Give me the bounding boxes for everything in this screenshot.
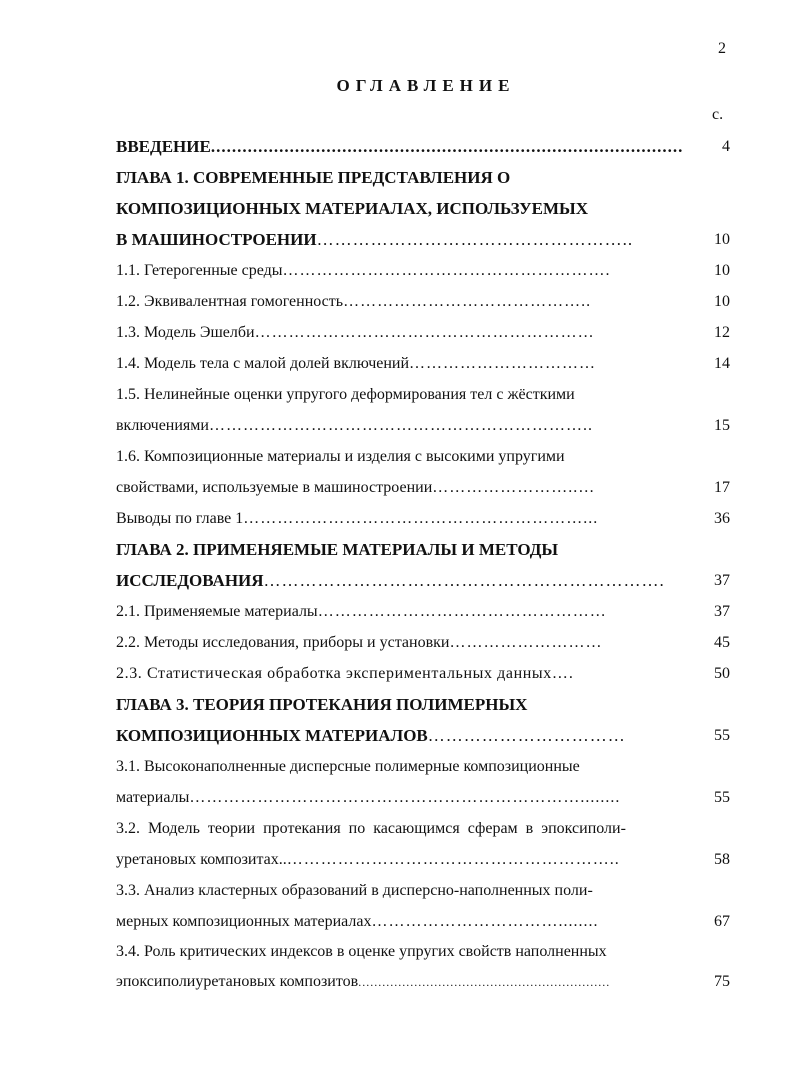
entry-page: 15 <box>714 417 730 434</box>
page-column-label: с. <box>712 106 724 123</box>
leader-dots: …………………………………………….. <box>316 230 634 249</box>
entry-text: 2.3. Статистическая обработка экспериментальных данных <box>116 665 552 682</box>
page-title: ОГЛАВЛЕНИЕ <box>336 76 516 95</box>
toc-entry <box>116 726 626 746</box>
entry-page: 10 <box>714 293 730 310</box>
entry-text: ГЛАВА 2. ПРИМЕНЯЕМЫЕ МАТЕРИАЛЫ И МЕТОДЫ <box>116 540 559 559</box>
toc-entry <box>116 881 593 901</box>
toc-entry <box>116 230 633 250</box>
toc-entry <box>116 788 620 808</box>
leader-dots: …. <box>551 665 574 682</box>
leader-dots: …………………………… <box>409 355 597 372</box>
toc-entry <box>116 942 607 962</box>
entry-page: 45 <box>714 634 730 651</box>
toc-entry <box>116 819 626 839</box>
entry-page: 37 <box>714 603 730 620</box>
entry-page: 14 <box>714 355 730 372</box>
entry-text: ГЛАВА 1. СОВРЕМЕННЫЕ ПРЕДСТАВЛЕНИЯ О <box>116 168 511 187</box>
toc-entry <box>116 571 665 591</box>
toc-entry <box>116 168 510 188</box>
leader-dots: …………………………………….. <box>343 293 592 310</box>
entry-page: 50 <box>714 665 730 682</box>
entry-text: материалы <box>116 789 190 806</box>
entry-text: КОМПОЗИЦИОННЫХ МАТЕРИАЛАХ, ИСПОЛЬЗУЕМЫХ <box>116 199 588 218</box>
entry-text: 3.2. Модель теории протекания по касающимся сферам в эпоксиполи- <box>116 820 626 837</box>
entry-text: 3.1. Высоконаполненные дисперсные полимерные композиционные <box>116 758 580 775</box>
entry-page: 17 <box>714 479 730 496</box>
entry-page: 58 <box>714 851 730 868</box>
toc-entry <box>116 385 575 405</box>
entry-page: 10 <box>714 262 730 279</box>
toc-entry <box>116 261 611 281</box>
leader-dots: ……………………………………………………... <box>243 510 599 527</box>
entry-page: 12 <box>714 324 730 341</box>
toc-entry <box>116 633 602 653</box>
entry-text: 1.3. Модель Эшелби <box>116 324 255 341</box>
toc-entry <box>116 199 588 219</box>
entry-page: 37 <box>714 572 730 589</box>
leader-dots: ………………………………………………………….. <box>208 417 593 434</box>
entry-text: 1.4. Модель тела с малой долей включений <box>116 355 410 372</box>
toc-entry <box>116 850 620 870</box>
leader-dots: ……………………… <box>449 634 603 651</box>
entry-page: 55 <box>714 727 730 744</box>
leader-dots: .......................................................................................... <box>210 137 684 156</box>
toc-entry <box>116 695 527 715</box>
entry-text: свойствами, используемые в машиностроении <box>116 479 433 496</box>
entry-text: Выводы по главе 1 <box>116 510 244 527</box>
leader-dots: …………………………… <box>427 726 626 745</box>
page-number: 2 <box>718 40 726 57</box>
entry-text: ГЛАВА 3. ТЕОРИЯ ПРОТЕКАНИЯ ПОЛИМЕРНЫХ <box>116 695 528 714</box>
toc-entry <box>116 137 683 157</box>
entry-text: 1.1. Гетерогенные среды <box>116 262 283 279</box>
entry-text: 2.2. Методы исследования, приборы и установки <box>116 634 450 651</box>
entry-text: 1.2. Эквивалентная гомогенность <box>116 293 344 310</box>
leader-dots: …………………………………………………………. <box>263 571 665 590</box>
leader-dots: ……………………………………………………………........ <box>189 789 621 806</box>
entry-text: 2.1. Применяемые материалы <box>116 603 318 620</box>
entry-page: 4 <box>722 138 730 155</box>
leader-dots: ……………………..… <box>432 479 596 496</box>
entry-page: 75 <box>714 973 730 990</box>
entry-page: 55 <box>714 789 730 806</box>
entry-text: КОМПОЗИЦИОННЫХ МАТЕРИАЛОВ <box>116 726 428 745</box>
toc-entry <box>116 354 596 374</box>
leader-dots: ………………………………………………….. <box>286 851 620 868</box>
entry-text: эпоксиполиуретановых композитов <box>116 973 359 990</box>
toc-entry <box>116 602 607 622</box>
toc-entry <box>116 416 593 436</box>
entry-text: В МАШИНОСТРОЕНИИ <box>116 230 317 249</box>
entry-text: ВВЕДЕНИЕ <box>116 137 211 156</box>
leader-dots: …………………………………………………. <box>282 262 611 279</box>
toc-entry <box>116 664 574 684</box>
toc-entry <box>116 323 595 343</box>
leader-dots: ............................................................... <box>358 975 611 989</box>
entry-text: уретановых композитах.. <box>116 851 287 868</box>
entry-page: 67 <box>714 913 730 930</box>
toc-entry <box>116 757 580 777</box>
entry-text: 3.4. Роль критических индексов в оценке упругих свойств наполненных <box>116 943 607 960</box>
toc-entry <box>116 540 558 560</box>
toc-entry <box>116 912 598 932</box>
toc-entry <box>116 447 565 467</box>
entry-text: включениями <box>116 417 209 434</box>
toc-entry <box>116 478 595 498</box>
entry-text: 3.3. Анализ кластерных образований в дисперсно-наполненных поли- <box>116 882 593 899</box>
entry-text: ИССЛЕДОВАНИЯ <box>116 571 264 590</box>
leader-dots: …………………………………………………… <box>254 324 595 341</box>
leader-dots: ……………………………........ <box>371 913 599 930</box>
entry-page: 36 <box>714 510 730 527</box>
entry-text: 1.6. Композиционные материалы и изделия с высокими упругими <box>116 448 565 465</box>
toc-entry <box>116 292 591 312</box>
toc-entry <box>116 509 598 529</box>
entry-page: 10 <box>714 231 730 248</box>
entry-text: мерных композиционных материалах <box>116 913 372 930</box>
leader-dots: …………………………………………… <box>317 603 607 620</box>
toc-entry <box>116 972 610 992</box>
entry-text: 1.5. Нелинейные оценки упругого деформирования тел с жёсткими <box>116 386 575 403</box>
